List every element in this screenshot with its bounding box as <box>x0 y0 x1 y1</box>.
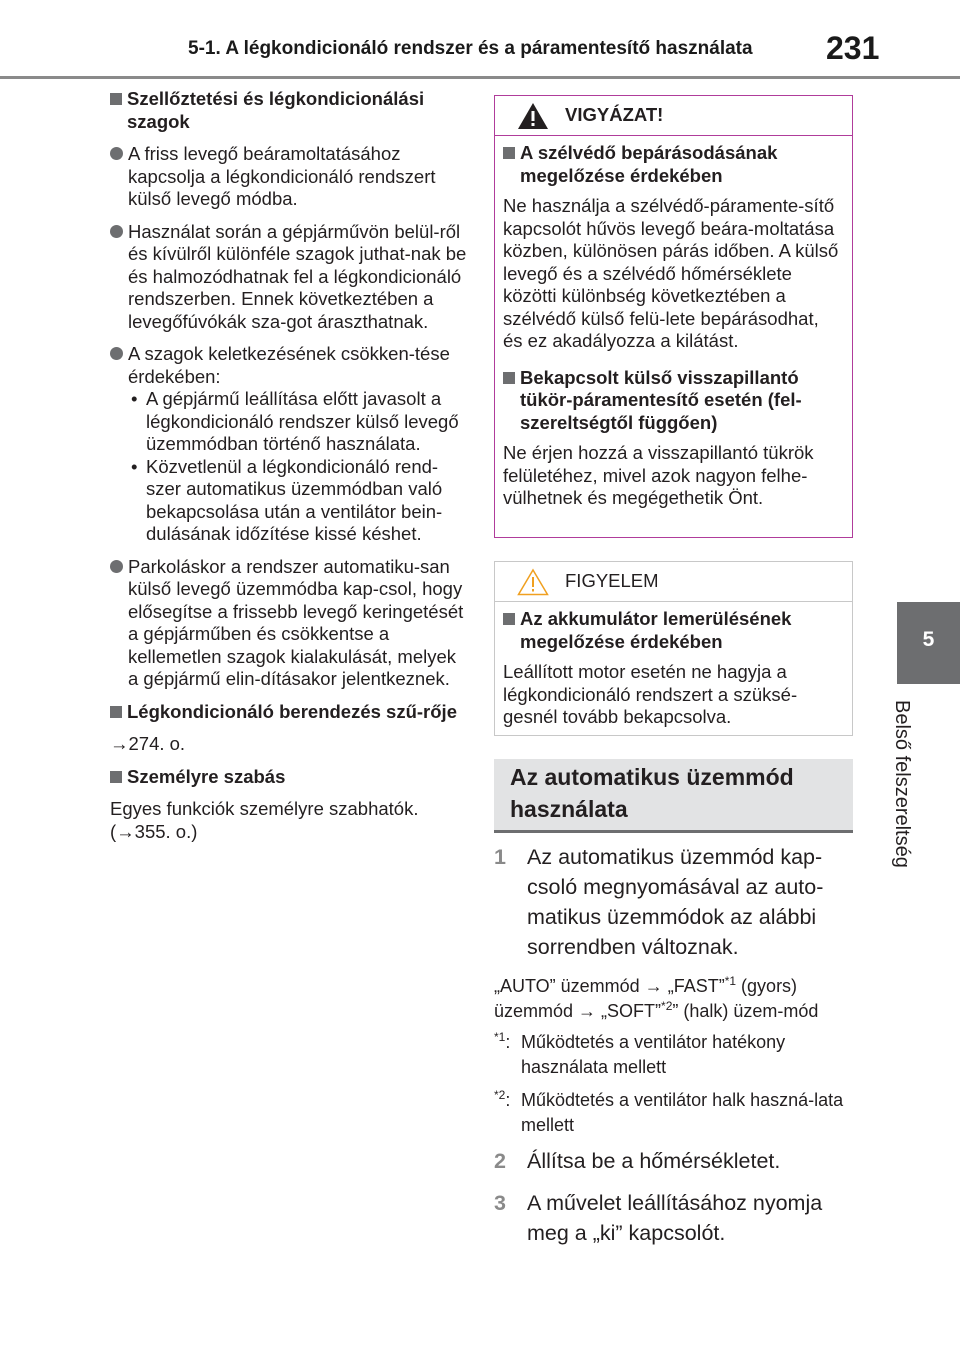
step-number: 2 <box>494 1149 506 1173</box>
bullet-dot-icon <box>110 225 123 238</box>
step-item <box>494 1188 854 1248</box>
customization-text: Egyes funkciók személyre szabhatók. (→355. o.) <box>110 798 419 842</box>
bullet-item <box>110 221 470 334</box>
header-divider <box>0 76 960 79</box>
steps-list <box>494 842 854 1260</box>
footnote-mark: $^{*1}$: <box>494 1030 511 1052</box>
footnote <box>494 1088 854 1138</box>
section-heading: 5-1. A légkondicionáló rendszer és a páramentesítő használata <box>188 38 753 59</box>
chapter-number: 5 <box>922 628 935 651</box>
step-item <box>494 1146 854 1176</box>
mode-sequence <box>494 974 854 1024</box>
page-number: 231 <box>826 30 880 66</box>
bullet-text: A szagok keletkezésének csökken-tése érdekében: <box>128 343 450 387</box>
page-header <box>0 0 960 82</box>
bullet-item <box>110 556 470 691</box>
sub-bullet-item: • A gépjármű leállítása előtt javasolt a légkondicionáló rendszer külső levegő üzemmódban történő használata. <box>128 388 470 456</box>
warning-triangle-icon <box>517 102 549 130</box>
footnote <box>494 1030 854 1080</box>
bullet-item <box>110 343 470 546</box>
sub-bullet-item: • Közvetlenül a légkondicionáló rend-szer automatikus üzemmódban való bekapcsolása után a ventilátor bein-dulásának időzítése kissé késhet. <box>128 456 470 546</box>
mode-sequence-part: „AUTO” üzemmód → „FAST” <box>494 976 725 996</box>
footnote-marker: *1 <box>724 974 737 988</box>
bullet-text: Parkoláskor a rendszer automatiku-san külső levegő üzemmódba kap-csol, hogy elősegítse a frissebb levegő keringetését a gépjárműben és csökkentse a kellemetlen szagok kialakulását, melyek a gépjármű elin-dításakor jelentkeznek. <box>128 555 464 689</box>
notice-paragraph: Leállított motor esetén ne hagyja a légkondicionáló rendszert a szüksé-gesnél tovább bekapcsolva. <box>503 661 798 727</box>
warning-paragraph: Ne érjen hozzá a visszapillantó tükrök felületéhez, mivel azok nagyon felhe-vülhetnek és megégethetik Önt. <box>503 442 814 508</box>
left-column <box>110 88 470 853</box>
page-reference-link[interactable]: →274. o. <box>110 733 186 754</box>
subheading-odors: Szellőztetési és légkondicionálási szagok <box>110 88 470 133</box>
mode-sequence-part: ” (halk) üzem-mód <box>672 1001 819 1021</box>
footnote-text: Működtetés a ventilátor halk haszná-lata mellett <box>521 1090 844 1135</box>
bullet-dot-icon <box>110 560 123 573</box>
warning-paragraph: Ne használja a szélvédő-páramente-sítő kapcsolót hűvös levegő beára-moltatása közben, különösen párás időben. A külső levegő és a szélvédő hőmérséklete közötti különbség következtében a szélvédő külső felü-lete bepárásodhat, és ez akadályozza a kilátást. <box>503 195 839 351</box>
notice-title: FIGYELEM <box>565 570 659 591</box>
bullet-dot-icon <box>110 347 123 360</box>
step-number: 1 <box>494 845 506 869</box>
notice-box <box>494 561 853 736</box>
section-title-band <box>494 759 853 833</box>
warning-body <box>495 136 852 510</box>
notice-subheading: Az akkumulátor lemerülésének megelőzése érdekében <box>503 608 843 653</box>
notice-header <box>495 562 852 602</box>
bullet-text: Használat során a gépjárművön belül-ről és kívülről különféle szagok juthat-nak be és halmozódhatnak fel a légkondicionáló rendszerben. Ennek következtében a levegőfúvókák sza-got áraszthatnak. <box>128 220 467 332</box>
step-text: A művelet leállításához nyomja meg a „ki” kapcsolót. <box>527 1191 823 1245</box>
chapter-tab[interactable] <box>897 602 960 684</box>
step-item <box>494 842 854 962</box>
bullet-item <box>110 143 470 211</box>
step-number: 3 <box>494 1191 506 1215</box>
mode-sequence-part: (gyors) üzemmód → „SOFT” <box>494 976 798 1021</box>
warning-subheading: A szélvédő bepárásodásának megelőzése érdekében <box>503 142 843 187</box>
subheading-filter: Légkondicionáló berendezés szű-rője <box>110 701 470 724</box>
warning-header <box>495 96 852 136</box>
bullet-text: A friss levegő beáramoltatásához kapcsolja a légkondicionáló rendszert külső levegő módba. <box>128 143 436 209</box>
step-text: Az automatikus üzemmód kap-csoló megnyomásával az auto-matikus üzemmódok az alábbi sorrendben változnak. <box>527 845 824 959</box>
warning-title: VIGYÁZAT! <box>565 104 664 125</box>
notice-body <box>495 602 852 729</box>
section-title: Az automatikus üzemmód használata <box>510 764 794 822</box>
footnote-mark: $^{*2}$: <box>494 1088 511 1110</box>
bullet-dot-icon <box>110 147 123 160</box>
step-text: Állítsa be a hőmérsékletet. <box>527 1149 781 1173</box>
warning-box <box>494 95 853 538</box>
subheading-customization: Személyre szabás <box>110 766 470 789</box>
chapter-label-text: Belső felszereltség <box>891 700 913 868</box>
footnote-text: Működtetés a ventilátor hatékony használata mellett <box>521 1032 786 1077</box>
warning-subheading: Bekapcsolt külső visszapillantó tükör-páramentesítő esetén (fel-szereltségtől függően) <box>503 367 843 435</box>
chapter-label <box>883 700 943 875</box>
caution-triangle-icon <box>517 568 549 596</box>
footnote-marker: *2 <box>661 999 673 1013</box>
